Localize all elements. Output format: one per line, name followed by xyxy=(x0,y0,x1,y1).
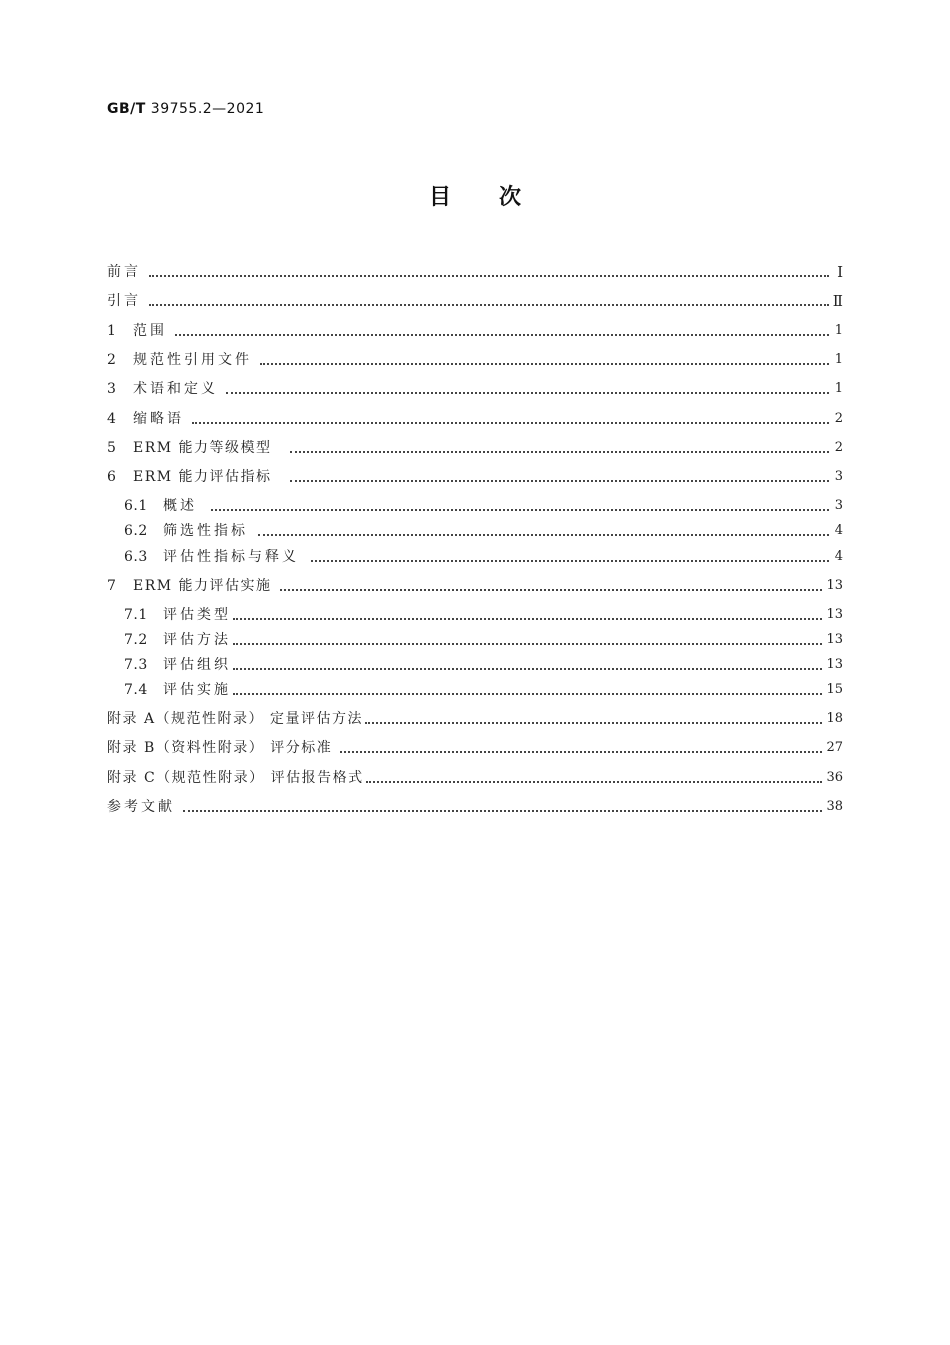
toc-entry-1[interactable] xyxy=(107,318,843,340)
toc-entry-label: 评估方法 xyxy=(163,632,231,648)
toc-entry-page: 36 xyxy=(826,770,843,785)
toc-leader-dots xyxy=(233,668,822,670)
toc-leader-dots xyxy=(233,693,822,695)
toc-entry-appendix-b[interactable] xyxy=(107,735,843,757)
toc-leader-dots xyxy=(183,810,822,812)
toc-entry-4[interactable] xyxy=(107,406,843,428)
toc-entry-6-2[interactable] xyxy=(124,518,843,540)
toc-entry-number: 7.1 xyxy=(124,607,148,623)
toc-entry-label: 附录 A（规范性附录） 定量评估方法 xyxy=(107,711,364,727)
toc-leader-dots xyxy=(233,618,822,620)
toc-entry-page: 38 xyxy=(826,799,843,814)
toc-entry-bibliography[interactable] xyxy=(107,794,843,816)
toc-leader-dots xyxy=(233,643,822,645)
toc-entry-introduction[interactable] xyxy=(107,288,843,310)
toc-entry-page: 13 xyxy=(826,657,843,672)
toc-entry-label: 参考文献 xyxy=(107,799,175,815)
toc-entry-7-2[interactable] xyxy=(124,627,843,649)
toc-entry-page: 13 xyxy=(826,578,843,593)
document-code-standard: GB/T xyxy=(107,101,146,117)
toc-entry-appendix-c[interactable] xyxy=(107,765,843,787)
toc-entry-number: 1 xyxy=(107,323,117,339)
toc-leader-dots xyxy=(192,422,829,424)
toc-entry-label: 范围 xyxy=(133,323,167,339)
toc-entry-label: 评估性指标与释义 xyxy=(163,549,299,565)
toc-entry-page: 27 xyxy=(826,740,843,755)
toc-entry-label: ERM 能力评估指标 xyxy=(133,469,272,485)
toc-entry-page: 2 xyxy=(834,440,843,455)
toc-leader-dots xyxy=(175,334,829,336)
toc-leader-dots xyxy=(149,275,829,277)
toc-entry-number: 6.1 xyxy=(124,498,148,514)
toc-entry-page: 3 xyxy=(834,469,843,484)
toc-entry-page: Ⅰ xyxy=(837,263,843,281)
toc-entry-appendix-a[interactable] xyxy=(107,706,843,728)
toc-leader-dots xyxy=(211,509,829,511)
toc-entry-number: 7.3 xyxy=(124,657,148,673)
toc-entry-label: 术语和定义 xyxy=(133,381,218,397)
toc-entry-number: 4 xyxy=(107,411,117,427)
toc-entry-number: 5 xyxy=(107,440,117,456)
toc-entry-label: 规范性引用文件 xyxy=(133,352,252,368)
toc-entry-6[interactable] xyxy=(107,464,843,486)
toc-entry-number: 2 xyxy=(107,352,117,368)
toc-entry-page: 18 xyxy=(826,711,843,726)
toc-entry-page: 1 xyxy=(834,352,843,367)
toc-entry-page: 15 xyxy=(826,682,843,697)
toc-leader-dots xyxy=(149,304,829,306)
toc-leader-dots xyxy=(365,722,822,724)
toc-entry-label: 评估实施 xyxy=(163,682,231,698)
toc-leader-dots xyxy=(280,589,823,591)
toc-entry-number: 7 xyxy=(107,578,117,594)
toc-entry-7-4[interactable] xyxy=(124,677,843,699)
toc-entry-6-3[interactable] xyxy=(124,544,843,566)
toc-entry-page: Ⅱ xyxy=(832,292,843,310)
toc-entry-number: 6 xyxy=(107,469,117,485)
toc-entry-7[interactable] xyxy=(107,573,843,595)
toc-leader-dots xyxy=(311,560,829,562)
toc-leader-dots xyxy=(290,451,829,453)
toc-entry-label: 评估组织 xyxy=(163,657,231,673)
toc-entry-number: 6.3 xyxy=(124,549,148,565)
toc-entry-label: 附录 B（资料性附录） 评分标准 xyxy=(107,740,333,756)
toc-entry-label: 附录 C（规范性附录） 评估报告格式 xyxy=(107,770,364,786)
toc-entry-label: 筛选性指标 xyxy=(163,523,248,539)
toc-entry-foreword[interactable] xyxy=(107,259,843,281)
toc-title: 目次 xyxy=(428,185,569,210)
toc-entry-number: 6.2 xyxy=(124,523,148,539)
toc-entry-page: 13 xyxy=(826,632,843,647)
toc-leader-dots xyxy=(260,363,829,365)
toc-entry-page: 1 xyxy=(834,323,843,338)
toc-entry-page: 13 xyxy=(826,607,843,622)
toc-entry-label: 评估类型 xyxy=(163,607,231,623)
toc-entry-label: 概述 xyxy=(163,498,197,514)
toc-entry-5[interactable] xyxy=(107,435,843,457)
toc-entry-number: 7.4 xyxy=(124,682,148,698)
toc-entry-label: 缩略语 xyxy=(133,411,184,427)
document-code xyxy=(107,101,264,117)
toc-entry-label: 前言 xyxy=(107,264,141,280)
toc-leader-dots xyxy=(258,534,829,536)
toc-leader-dots xyxy=(366,781,823,783)
toc-entry-7-3[interactable] xyxy=(124,652,843,674)
document-code-number: 39755.2—2021 xyxy=(150,101,265,117)
toc-entry-number: 3 xyxy=(107,381,117,397)
toc-entry-label: ERM 能力等级模型 xyxy=(133,440,272,456)
toc-entry-page: 4 xyxy=(834,549,843,564)
toc-entry-2[interactable] xyxy=(107,347,843,369)
toc-entry-6-1[interactable] xyxy=(124,493,843,515)
toc-entry-page: 4 xyxy=(834,523,843,538)
toc-entry-7-1[interactable] xyxy=(124,602,843,624)
toc-leader-dots xyxy=(226,392,829,394)
toc-leader-dots xyxy=(290,480,829,482)
toc-entry-page: 1 xyxy=(834,381,843,396)
toc-entry-3[interactable] xyxy=(107,376,843,398)
toc-entry-label: 引言 xyxy=(107,293,141,309)
toc-entry-page: 2 xyxy=(834,411,843,426)
toc-entry-page: 3 xyxy=(834,498,843,513)
toc-entry-label: ERM 能力评估实施 xyxy=(133,578,272,594)
toc-entry-number: 7.2 xyxy=(124,632,148,648)
toc-leader-dots xyxy=(340,751,822,753)
